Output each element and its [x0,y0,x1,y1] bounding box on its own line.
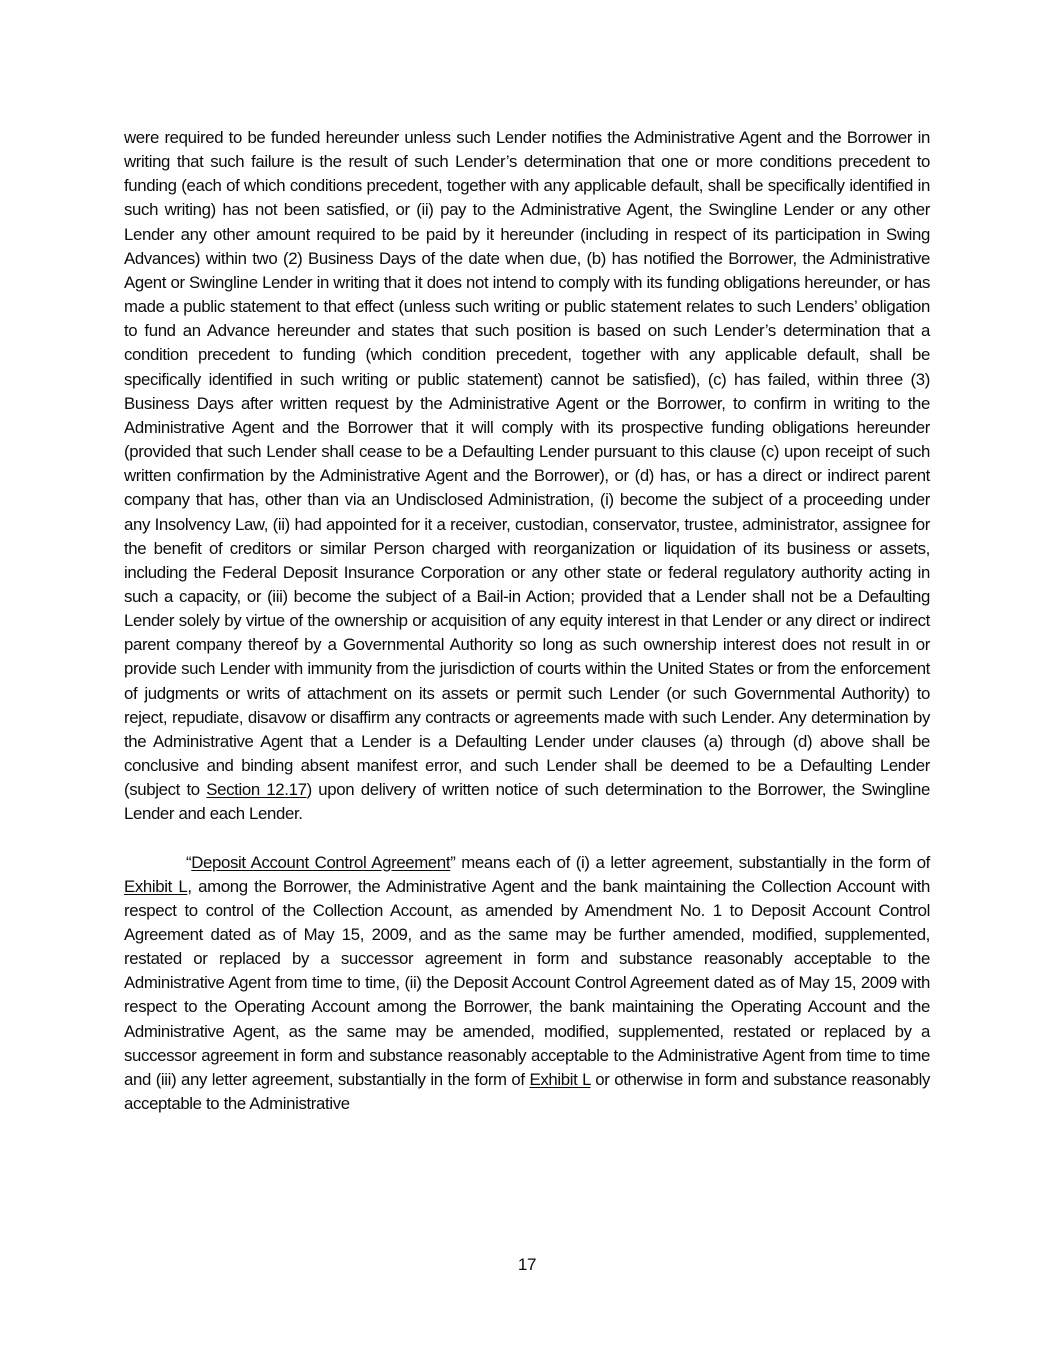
paragraph [124,126,930,827]
text-segment: or otherwise in form and substance reasonably acceptable to the Administrative [124,1069,931,1114]
defined-term: Deposit Account Control Agreement [191,852,451,872]
document-body [124,126,930,1116]
section-reference: Section 12.17 [206,780,307,800]
paragraph [124,851,930,1117]
text-segment: ) upon delivery of written notice of such determination to the Borrower, the Swingline Lender and each Lender. [124,780,930,824]
text-segment: were required to be funded hereunder unless such Lender notifies the Administrative Agent and the Borrower in writing that such failure is the result of such Lender’s determination that one or more conditions precedent to funding (each of which conditions precedent, together with any applicable default, shall be specifically identified in such writing) has not been satisfied, or (ii) pay to the Administrative Agent, the Swingline Lender or any other Lender any other amount required to be paid by it hereunder (including in respect of its participation in Swing Advances) within two (2) Business Days of the date when due, (b) has notified the Borrower, the Administrative Agent or Swingline Lender in writing that it does not intend to comply with its funding obligations hereunder, or has made a public statement to that effect (unless such writing or public statement relates to such Lenders’ obligation to fund an Advance hereunder and states that such position is based on such Lender’s determination that a condition precedent to funding (which condition precedent, together with any applicable default, shall be specifically identified in such writing or public statement) cannot be satisfied), (c) has failed, within three (3) Business Days after written request by the Administrative Agent or the Borrower, to confirm in writing to the Administrative Agent and the Borrower that it will comply with its prospective funding obligations hereunder (provided that such Lender shall cease to be a Defaulting Lender pursuant to this clause (c) upon receipt of such written confirmation by the Administrative Agent and the Borrower), or (d) has, or has a direct or indirect parent company that has, other than via an Undisclosed Administration, (i) become the subject of a proceeding under any Insolvency Law, (ii) had appointed for it a receiver, custodian, conservator, trustee, administrator, assignee for the benefit of creditors or similar Person charged with reorganization or liquidation of its business or assets, including the Federal Deposit Insurance Corporation or any other state or federal regulatory authority acting in such a capacity, or (iii) become the subject of a Bail-in Action; provided that a Lender shall not be a Defaulting Lender solely by virtue of the ownership or acquisition of any equity interest in that Lender or any direct or indirect parent company thereof by a Governmental Authority so long as such ownership interest does not result in or provide such Lender with immunity from the jurisdiction of courts within the United States or from the enforcement of judgments or writs of attachment on its assets or permit such Lender (or such Governmental Authority) to reject, repudiate, disavow or disaffirm any contracts or agreements made with such Lender. Any determination by the Administrative Agent that a Lender is a Defaulting Lender under clauses (a) through (d) above shall be conclusive and binding absent manifest error, and such Lender shall be deemed to be a Defaulting Lender (subject to [124,128,930,800]
exhibit-reference: Exhibit L [529,1069,591,1089]
exhibit-reference: Exhibit L [124,876,188,896]
text-segment: ” means each of (i) a letter agreement, substantially in the form of [450,852,930,872]
page-number: 17 [517,1255,537,1274]
text-segment: , among the Borrower, the Administrative Agent and the bank maintaining the Collection Account with respect to control of the Collection Account, as amended by Amendment No. 1 to Deposit Account Control Agreement dated as of May 15, 2009, and as the same may be further amended, modified, supplemented, restated or replaced by a successor agreement in form and substance reasonably acceptable to the Administrative Agent from time to time, (ii) the Deposit Account Control Agreement dated as of May 15, 2009 with respect to the Operating Account among the Borrower, the bank maintaining the Operating Account and the Administrative Agent, as the same may be amended, modified, supplemented, restated or replaced by a successor agreement in form and substance reasonably acceptable to the Administrative Agent from time to time and (iii) any letter agreement, substantially in the form of [124,876,931,1089]
text-segment: “ [186,852,192,872]
